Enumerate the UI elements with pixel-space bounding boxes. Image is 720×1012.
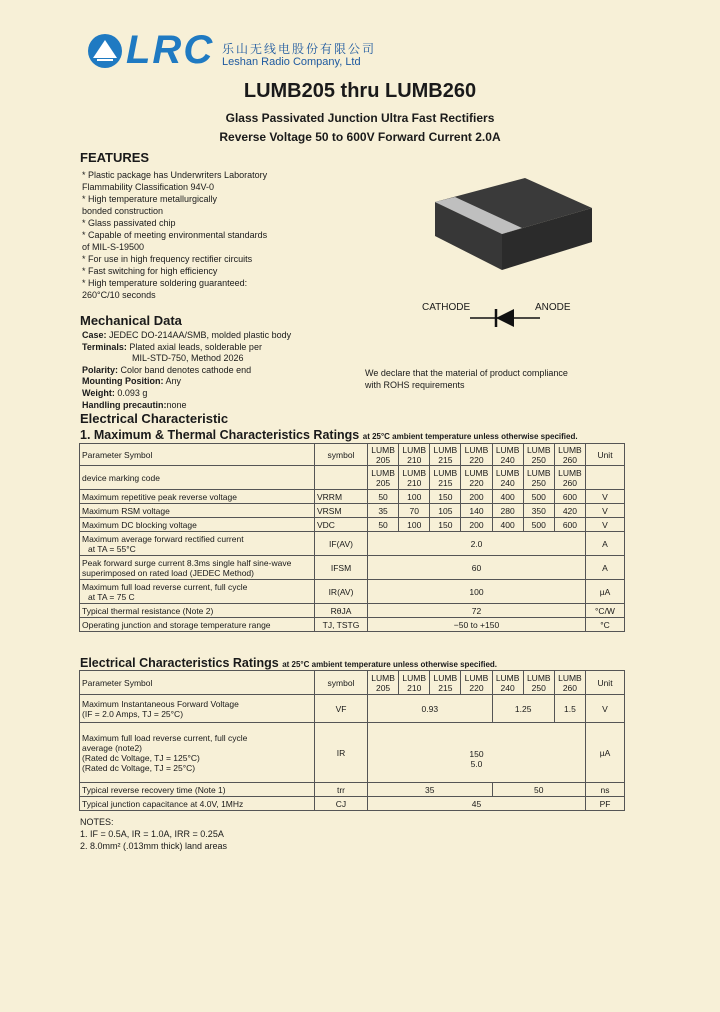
subtitle-1: Glass Passivated Junction Ultra Fast Rectifiers (225, 111, 495, 125)
mechanical-data: Case: JEDEC DO-214AA/SMB, molded plastic body Terminals: Plated axial leads, solderable per MIL-STD-750, Method 2026 Polarity: Color band denotes cathode end Mounting Position: Any Weight: 0.093 g Handling precautin:none (82, 330, 292, 410)
table-row: Typical reverse recovery time (Note 1) trr 35 50 ns (80, 783, 625, 797)
table-row: Maximum full load reverse current, full cycle at TA = 75 C IR(AV) 100 µA (80, 580, 625, 604)
mechanical-heading: Mechanical Data (80, 313, 182, 328)
electrical-table (79, 670, 625, 811)
table-row: Maximum average forward rectified current at TA = 55°C IF(AV) 2.0 A (80, 532, 625, 556)
table-row: Maximum DC blocking voltage VDC 50 100 150 200 400 500 600 V (80, 518, 625, 532)
rohs-statement: We declare that the material of product compliance with ROHS requirements (365, 368, 568, 390)
table-row: Operating junction and storage temperature range TJ, TSTG −50 to +150 °C (80, 618, 625, 632)
electrical-heading: Electrical Characteristic (80, 411, 229, 426)
max-ratings-table (79, 443, 625, 632)
subtitle-2: Reverse Voltage 50 to 600V Forward Current 2.0A (219, 130, 501, 144)
feature-item: of MIL-S-19500 (82, 242, 145, 252)
table-header: Parameter Symbol symbol LUMB 205 LUMB 210 LUMB 215 LUMB 220 LUMB 240 LUMB 250 LUMB 260 Unit (80, 671, 625, 695)
page-title: LUMB205 thru LUMB260 (243, 80, 477, 102)
table-row: device marking code LUMB 205 LUMB 210 LUMB 215 LUMB 220 LUMB 240 LUMB 250 LUMB 260 (80, 466, 625, 490)
feature-item: * High temperature metallurgically (82, 194, 218, 204)
table-header: Parameter Symbol symbol LUMB 205 LUMB 210 LUMB 215 LUMB 220 LUMB 240 LUMB 250 LUMB 260 Unit (80, 444, 625, 466)
package-image (420, 170, 615, 290)
section-1-title: 1. Maximum & Thermal Characteristics Ratings at 25°C ambient temperature unless otherwise specified. (80, 428, 578, 442)
diode-symbol-icon (470, 306, 540, 330)
feature-item: * For use in high frequency rectifier circuits (82, 254, 253, 264)
table-row: Maximum full load reverse current, full cycle average (note2) (Rated dc Voltage, TJ = 125°C) (Rated dc Voltage, TJ = 25°C) IR 150 5.0 µA (80, 723, 625, 783)
table-row: Maximum repetitive peak reverse voltage VRRM 50 100 150 200 400 500 600 V (80, 490, 625, 504)
feature-item: * Capable of meeting environmental standards (82, 230, 268, 240)
section-2-title: Electrical Characteristics Ratings at 25°C ambient temperature unless otherwise specified. (80, 656, 498, 670)
logo-text: LRC (126, 28, 215, 72)
cathode-label: CATHODE (422, 302, 471, 313)
feature-item: 260°C/10 seconds (82, 290, 156, 300)
features-heading: FEATURES (80, 150, 150, 165)
table-row: Maximum Instantaneous Forward Voltage (IF = 2.0 Amps, TJ = 25°C) VF 0.93 1.25 1.5 V (80, 695, 625, 723)
feature-item: Flammability Classification 94V-0 (82, 182, 215, 192)
table-row: Typical thermal resistance (Note 2) RθJA 72 °C/W (80, 604, 625, 618)
anode-label: ANODE (535, 302, 571, 313)
feature-item: bonded construction (82, 206, 164, 216)
feature-item: * Fast switching for high efficiency (82, 266, 218, 276)
table-row: Typical junction capacitance at 4.0V, 1MHz CJ 45 PF (80, 797, 625, 811)
logo-icon (88, 34, 122, 68)
table-row: Maximum RSM voltage VRSM 35 70 105 140 280 350 420 V (80, 504, 625, 518)
feature-item: * Glass passivated chip (82, 218, 176, 228)
features-list (82, 169, 267, 301)
feature-item: * High temperature soldering guaranteed: (82, 278, 248, 288)
feature-item: * Plastic package has Underwriters Laboratory (82, 170, 268, 180)
company-name-en: Leshan Radio Company, Ltd (222, 56, 361, 68)
company-name-cn: 乐山无线电股份有限公司 (222, 42, 377, 56)
table-row: Peak forward surge current 8.3ms single half sine-wave superimposed on rated load (JEDEC Method) IFSM 60 A (80, 556, 625, 580)
notes: NOTES: 1. IF = 0.5A, IR = 1.0A, IRR = 0.25A 2. 8.0mm² (.013mm thick) land areas (80, 817, 228, 851)
